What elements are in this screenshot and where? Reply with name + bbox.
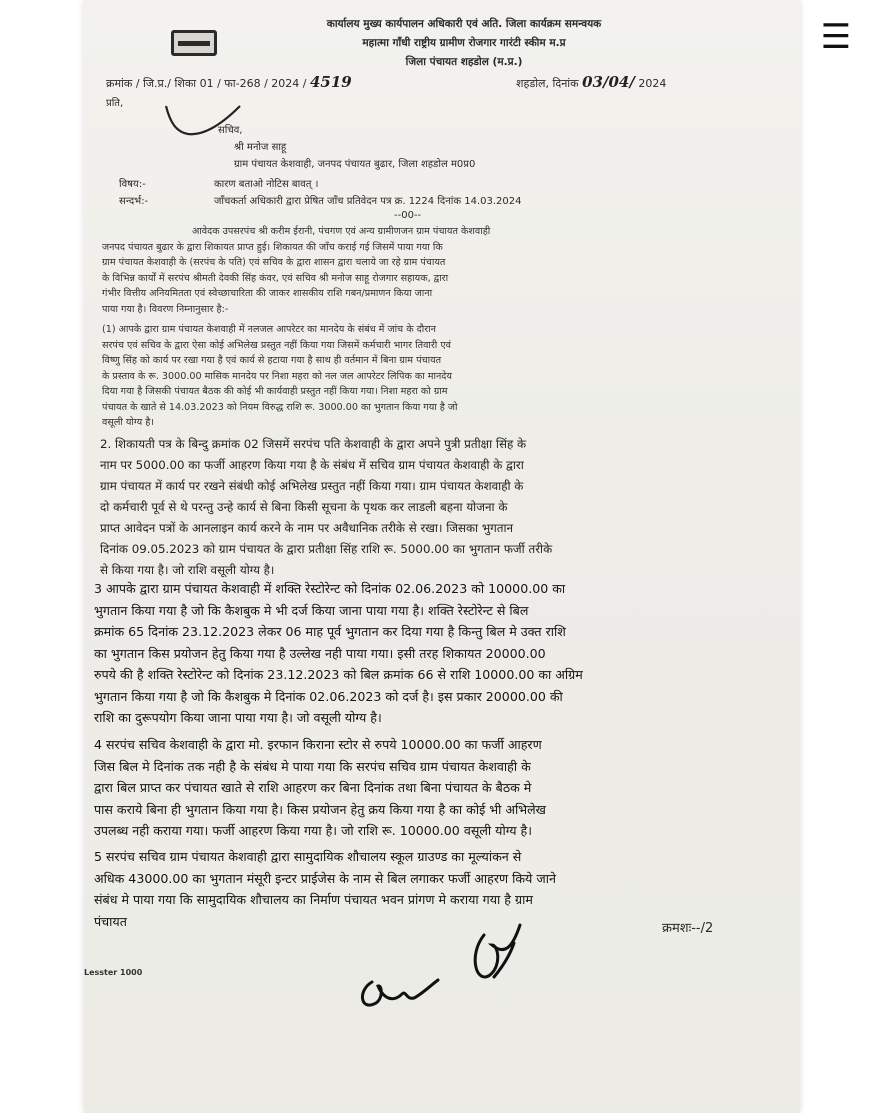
- point-2-line: दो कर्मचारी पूर्व से थे परन्तु उन्हे कार्य से बिना किसी सूचना के पृथक कर लाडली बहना योजना के: [100, 500, 508, 514]
- point-2-line: 2. शिकायती पत्र के बिन्दु क्रमांक 02 जिसमें सरपंच पति केशवाही के द्वारा अपने पुत्री प्रतीक्षा सिंह के: [100, 437, 527, 451]
- addressee-address: ग्राम पंचायत केशवाही, जनपद पंचायत बुढार, जिला शहडोल म0प्र0: [234, 159, 476, 170]
- continued-marker: क्रमशः--/2: [662, 921, 714, 936]
- point-1-line: वसूली योग्य है।: [102, 417, 154, 428]
- point-5-line: 5 सरपंच सचिव ग्राम पंचायत केशवाही द्वारा सामुदायिक शौचालय स्कूल ग्राउण्ड का मूल्यांकन से: [94, 849, 522, 864]
- point-1-line: (1) आपके द्वारा ग्राम पंचायत केशवाही में नलजल आपरेटर का मानदेय के संबंध में जांच के दौरान: [102, 324, 436, 335]
- reference-line: [106, 73, 786, 91]
- point-3-line: राशि का दुरूपयोग किया जाना पाया गया है। जो वसूली योग्य है।: [94, 710, 382, 725]
- intro-paragraph: [102, 224, 782, 317]
- header-line-2: महात्मा गाँधी राष्ट्रीय ग्रामीण रोजगार गारंटी स्कीम म.प्र: [362, 37, 566, 49]
- point-3-line: क्रमांक 65 दिनांक 23.12.2023 लेकर 06 माह पूर्व भुगतान कर दिया गया है किन्तु बिल मे उक्त राशि: [94, 624, 566, 639]
- date-year: 2024: [638, 77, 667, 90]
- point-2-line: प्राप्त आवेदन पत्रों के आनलाइन कार्य करने के नाम पर अवैधानिक तरीके से रखा। जिसका भुगतान: [100, 521, 514, 535]
- header-line-1: कार्यालय मुख्य कार्यपालन अधिकारी एवं अति. जिला कार्यक्रम समन्वयक: [326, 18, 602, 30]
- handwritten-date: 03/04/: [582, 73, 635, 91]
- point-5-line: अधिक 43000.00 का भुगतान मंसूरी इन्टर प्राईजेस के नाम से बिल लगाकर फर्जी आहरण किये जाने: [94, 870, 556, 886]
- subject-text: कारण बताओ नोटिस बावत् ।: [214, 179, 319, 190]
- letter-page: [84, 0, 800, 1113]
- point-1-line: दिया गया है जिसकी पंचायत बैठक की कोई भी कार्यवाही प्रस्तुत नहीं किया गया। निशा महरा को ग्राम: [102, 386, 448, 397]
- addressee-title: सचिव,: [218, 125, 243, 136]
- footer-print-code: Lesster 1000: [84, 968, 143, 977]
- intro-line: आवेदक उपसरपंच श्री करीम ईरानी, पंचगण एवं अन्य ग्रामीणजन ग्राम पंचायत केशवाही: [192, 226, 491, 237]
- point-3-line: भुगतान किया गया है जो कि कैशबुक मे भी दर्ज किया जाना पाया गया है। शक्ति रेस्टोरेन्ट से बिल: [94, 602, 529, 618]
- reference-number: क्रमांक / जि.प्र./ शिका 01 / फा-268 / 2024 /: [106, 77, 307, 90]
- reference-label: सन्दर्भ:-: [119, 196, 149, 207]
- intro-line: ग्राम पंचायत केशवाही के (सरपंच के पति) एवं सचिव के द्वारा शासन द्वारा चलाये जा रहे ग्राम पंचायत: [102, 257, 446, 268]
- point-3: [94, 578, 790, 729]
- point-1-line: सरपंच एवं सचिव के द्वारा ऐसा कोई अभिलेख प्रस्तुत नहीं किया गया जिसमें कर्मचारी भागर तिवारी एवं: [102, 339, 451, 351]
- point-3-line: रुपये की है शक्ति रेस्टोरेन्ट को दिनांक 23.12.2023 को बिल क्रमांक 66 से राशि 10000.00 का अग्रिम: [94, 667, 583, 682]
- point-2-line: नाम पर 5000.00 का फर्जी आहरण किया गया है के संबंध में सचिव ग्राम पंचायत केशवाही के द्वारा: [100, 458, 524, 472]
- point-1-line: विष्णु सिंह को कार्य पर रखा गया है एवं कार्य से हटाया गया है साथ ही वर्तमान में बिना ग्राम पंचायत: [102, 355, 442, 366]
- signature-2: [464, 915, 534, 995]
- header-line-3: जिला पंचायत शहडोल (म.प्र.): [405, 56, 523, 68]
- prati-label: प्रति,: [106, 98, 124, 109]
- point-1-line: पंचायत के खाते से 14.03.2023 को नियम विरुद्ध राशि रू. 3000.00 का भुगतान किया गया है जो: [102, 401, 458, 413]
- handwritten-checkmark: [156, 96, 246, 146]
- point-2-line: दिनांक 09.05.2023 को ग्राम पंचायत के द्वारा प्रतीक्षा सिंह राशि रू. 5000.00 का भुगतान फर्जी तरीके: [100, 542, 553, 556]
- reference-text: जाँचकर्ता अधिकारी द्वारा प्रेषित जाँच प्रतिवेदन पत्र क्र. 1224 दिनांक 14.03.2024: [214, 196, 522, 207]
- point-2-line: से किया गया है। जो राशि वसूली योग्य है।: [100, 563, 275, 577]
- point-5-line: संबंध मे पाया गया कि सामुदायिक शौचालय का निर्माण पंचायत भवन प्रांगण मे कराया गया है ग्राम: [94, 892, 533, 907]
- point-3-line: 3 आपके द्वारा ग्राम पंचायत केशवाही में शक्ति रेस्टोरेन्ट को दिनांक 02.06.2023 को 10000.00 का: [94, 581, 566, 596]
- intro-line: के विभिन्न कार्यों में सरपंच श्रीमती देवकी सिंह कंवर, एवं सचिव श्री मनोज साहू रोजगार सहायक, द्वारा: [102, 272, 449, 284]
- point-4-line: उपलब्ध नही कराया गया। फर्जी आहरण किया गया है। जो राशि रू. 10000.00 वसूली योग्य है।: [94, 823, 533, 838]
- signature-1: [354, 960, 444, 1020]
- menu-icon[interactable]: ☰: [820, 17, 852, 57]
- point-5-line: पंचायत: [94, 913, 127, 929]
- point-4-line: जिस बिल मे दिनांक तक नही है के संबंध मे पाया गया कि सरपंच सचिव ग्राम पंचायत केशवाही के: [94, 758, 531, 774]
- point-4-line: 4 सरपंच सचिव केशवाही के द्वारा मो. इरफान किराना स्टोर से रुपये 10000.00 का फर्जी आहरण: [94, 737, 542, 752]
- point-1-line: के प्रस्ताव के रू. 3000.00 मासिक मानदेय पर निशा महरा को नल जल आपरेटर लिपिक का मानदेय: [102, 370, 452, 382]
- divider: --00--: [394, 210, 422, 221]
- date-prefix: शहडोल, दिनांक: [516, 77, 579, 90]
- emblem-logo: [171, 30, 217, 56]
- intro-line: जनपद पंचायत बुढार के द्वारा शिकायत प्राप्त हुई। शिकायत की जाँच कराई गई जिसमें पाया गया कि: [102, 241, 443, 253]
- point-3-line: का भुगतान किस प्रयोजन हेतु किया गया है उल्लेख नही पाया गया। इसी तरह शिकायत 20000.00: [94, 645, 546, 661]
- point-2-line: ग्राम पंचायत में कार्य पर रखने संबंधी कोई अभिलेख प्रस्तुत नहीं किया गया। ग्राम पंचायत केशवाही के: [100, 479, 524, 493]
- addressee-name: श्री मनोज साहू: [234, 142, 287, 153]
- point-1: [102, 322, 782, 431]
- point-4: [94, 734, 794, 842]
- point-4-line: पास कराये बिना ही भुगतान किया गया है। किस प्रयोजन हेतु क्रय किया गया है का कोई भी अभिलेख: [94, 801, 546, 817]
- point-4-line: द्वारा बिल प्राप्त कर पंचायत खाते से राशि आहरण कर बिना दिनांक तथा बिना पंचायत के बैठक मे: [94, 780, 532, 795]
- point-2: [100, 434, 784, 581]
- intro-line: गंभीर वित्तीय अनियमितता एवं स्वेच्छाचारिता की जाकर शासकीय राशि गबन/प्रमाणन किया जाना: [102, 288, 433, 299]
- reference-date: [516, 73, 666, 91]
- intro-line: पाया गया है। विवरण निम्नानुसार है:-: [102, 303, 229, 315]
- subject-label: विषय:-: [119, 179, 146, 190]
- handwritten-number: 4519: [310, 73, 352, 91]
- point-3-line: भुगतान किया गया है जो कि कैशबुक मे दिनांक 02.06.2023 को दर्ज है। इस प्रकार 20000.00 की: [94, 688, 563, 704]
